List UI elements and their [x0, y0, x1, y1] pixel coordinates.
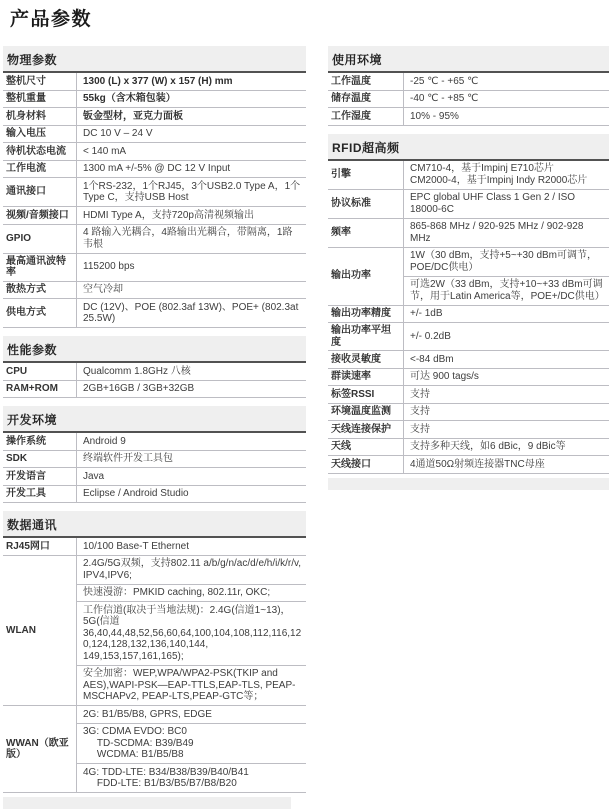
- spec-subcell: [77, 143, 306, 160]
- spec-row-value: [403, 91, 609, 108]
- section-header-dev-env: 开发环境: [3, 406, 306, 433]
- table-row: [3, 299, 306, 328]
- spec-subcell: [404, 219, 609, 247]
- spec-row-label: RJ45网口: [6, 540, 50, 552]
- spec-subcell: [404, 404, 609, 421]
- spec-subcell: [77, 108, 306, 125]
- spec-subcell: [77, 91, 306, 108]
- spec-row-label: 整机尺寸: [6, 75, 46, 87]
- spec-table-physical: [3, 73, 306, 328]
- table-row: [3, 126, 306, 144]
- spec-line: 可达 900 tags/s: [410, 371, 479, 382]
- spec-subcell: [77, 451, 306, 468]
- spec-line: Qualcomm 1.8GHz 八核: [83, 365, 191, 377]
- spec-line: DC (12V)、POE (802.3af 13W)、POE+ (802.3at 25.5W): [83, 301, 302, 324]
- spec-subcell: [404, 190, 609, 218]
- spec-subcell: [404, 328, 609, 345]
- spec-line: < 140 mA: [83, 145, 127, 157]
- spec-line: 支持: [410, 406, 430, 417]
- spec-subcell: [77, 178, 306, 206]
- spec-row-label: WLAN: [6, 624, 36, 636]
- spec-subcell: [77, 161, 306, 178]
- spec-row-value: [76, 108, 306, 125]
- spec-subcell: [404, 369, 609, 386]
- table-row: [3, 706, 306, 793]
- spec-row-label: 工作温度: [331, 75, 371, 87]
- spec-row-value: [403, 108, 609, 125]
- spec-row-value: [76, 91, 306, 108]
- spec-row-label: 储存温度: [331, 93, 371, 104]
- spec-row-value: [76, 363, 306, 380]
- spec-line: 可选2W（33 dBm，支持+10~+33 dBm可调节，用于Latin America等，POE+/DC供电）: [410, 279, 605, 302]
- spec-subcell: [404, 108, 609, 125]
- spec-subcell: [77, 282, 306, 299]
- spec-row-label: 整机重量: [6, 93, 46, 104]
- spec-row-value: [76, 126, 306, 143]
- spec-row-value: [403, 421, 609, 438]
- spec-row-value: [76, 254, 306, 281]
- spec-row-label: 机身材料: [6, 110, 46, 122]
- table-row: [3, 381, 306, 399]
- spec-row-value: [403, 456, 609, 473]
- spec-line: 工作信道(取决于当地法规)：2.4G(信道1~13)，5G(信道36,40,44,48,52,56,60,64,100,104,108,112,116,120,124,128,132,136,140,144,: [83, 604, 302, 650]
- table-row: [328, 108, 609, 126]
- spec-subcell: [77, 299, 306, 327]
- spec-row-label: 待机状态电流: [6, 145, 66, 157]
- spec-row-value: [403, 404, 609, 421]
- spec-line: 支持: [410, 423, 430, 435]
- spec-row-value: [76, 161, 306, 178]
- spec-line: 115200 bps: [83, 261, 135, 273]
- table-row: [328, 219, 609, 248]
- table-row: [328, 351, 609, 369]
- spec-row-label: 开发工具: [6, 488, 46, 499]
- spec-subcell: [77, 538, 306, 555]
- spec-line: 终端软件开发工具包: [83, 453, 173, 464]
- spec-subcell: [77, 468, 306, 485]
- table-row: [3, 282, 306, 300]
- spec-subcell: [77, 381, 306, 398]
- spec-table-environment: [328, 73, 609, 126]
- right-column: [328, 46, 609, 490]
- spec-row-value: [76, 538, 306, 555]
- spec-row-label: 工作湿度: [331, 110, 371, 122]
- spec-row-value: [403, 190, 609, 218]
- section-header-performance: 性能参数: [3, 336, 306, 363]
- spec-subcell: [404, 276, 609, 305]
- spec-row-label: 最高通讯波特率: [6, 255, 66, 278]
- table-row: [328, 73, 609, 91]
- spec-line: 1个RS-232，1个RJ45，3个USB2.0 Type A，1个Type C，支持USB Host: [83, 180, 301, 203]
- table-row: [3, 178, 306, 207]
- spec-row-value: [76, 381, 306, 398]
- spec-subcell: [404, 248, 609, 276]
- spec-line: Java: [83, 470, 105, 482]
- table-row: [3, 225, 306, 254]
- spec-line: 4G: TDD-LTE: B34/B38/B39/B40/B41: [83, 766, 249, 778]
- spec-subcell: [404, 91, 609, 108]
- spec-line: Android 9: [83, 435, 126, 447]
- spec-line: 10% - 95%: [410, 110, 459, 122]
- spec-subcell: [77, 665, 306, 706]
- spec-row-label: SDK: [6, 453, 28, 464]
- spec-table-rfid-uhf: [328, 161, 609, 474]
- table-row: [3, 143, 306, 161]
- spec-line: 安全加密：WEP,WPA/WPA2-PSK(TKIP and AES),WAPI-PSK—EAP-TTLS,EAP-TLS, PEAP-MSCHAPv2, PEAP-LTS,PEAP-GTC等；: [83, 668, 296, 702]
- table-row: [328, 161, 609, 190]
- table-row: [3, 363, 306, 381]
- spec-subcell: [77, 486, 306, 503]
- spec-row-value: [76, 207, 306, 224]
- spec-line: 4 路输入光耦合，4路输出光耦合，带隔离，1路韦根: [83, 227, 293, 250]
- table-row: [3, 108, 306, 126]
- spec-row-label: 环境温度监测: [331, 406, 391, 417]
- spec-line: 支持多种天线，如6 dBic，9 dBic等: [410, 441, 566, 452]
- spec-row-value: [403, 439, 609, 456]
- left-column: [3, 46, 306, 809]
- spec-subcell: [404, 161, 609, 189]
- spec-subcell: [404, 439, 609, 456]
- spec-row-value: [76, 556, 306, 706]
- section-end-bar: [328, 478, 609, 490]
- spec-subcell: [404, 306, 609, 323]
- spec-line: WCDMA: B1/B5/B8: [83, 749, 184, 760]
- table-row: [328, 248, 609, 306]
- spec-line: TD-SCDMA: B39/B49: [83, 737, 194, 749]
- spec-subcell: [77, 259, 306, 276]
- table-row: [3, 538, 306, 556]
- spec-line: -25 ℃ - +65 ℃: [410, 75, 479, 87]
- spec-row-label: 供电方式: [6, 307, 46, 319]
- spec-row-label: 接收灵敏度: [331, 353, 381, 365]
- spec-row-label: 工作电流: [6, 163, 46, 174]
- spec-line: 空气冷却: [83, 284, 123, 295]
- spec-table-dev-env: [3, 433, 306, 503]
- spec-row-value: [403, 351, 609, 368]
- spec-subcell: [77, 73, 306, 90]
- table-row: [328, 91, 609, 109]
- spec-subcell: [77, 126, 306, 143]
- spec-row-label: WWAN（欧亚版）: [6, 737, 69, 760]
- spec-row-label: 天线: [331, 441, 351, 452]
- spec-subcell: [77, 207, 306, 224]
- spec-row-value: [76, 486, 306, 503]
- spec-subcell: [77, 433, 306, 450]
- spec-row-value: [403, 219, 609, 247]
- spec-row-value: [76, 282, 306, 299]
- spec-row-value: [76, 73, 306, 90]
- spec-row-value: [403, 323, 609, 350]
- spec-row-label: 标签RSSI: [331, 388, 375, 400]
- table-row: [328, 306, 609, 324]
- spec-line: 1W（30 dBm，支持+5~+30 dBm可调节，POE/DC供电）: [410, 250, 598, 273]
- spec-subcell: [404, 386, 609, 403]
- spec-row-value: [76, 143, 306, 160]
- spec-row-label: 群读速率: [331, 371, 371, 382]
- spec-row-label: 天线接口: [331, 458, 371, 470]
- spec-line: <-84 dBm: [410, 353, 454, 365]
- table-row: [328, 439, 609, 457]
- spec-subcell: [77, 363, 306, 380]
- spec-row-value: [76, 468, 306, 485]
- spec-subcell: [77, 601, 306, 665]
- spec-row-label: 频率: [331, 226, 351, 238]
- spec-line: HDMI Type A，支持720p高清视频输出: [83, 209, 254, 221]
- spec-row-label: 输出功率平坦度: [331, 325, 391, 348]
- table-row: [3, 486, 306, 504]
- spec-row-label: 操作系统: [6, 435, 46, 447]
- spec-line: DC 10 V – 24 V: [83, 128, 153, 139]
- spec-row-label: 协议标准: [331, 197, 371, 209]
- spec-line: +/- 1dB: [410, 308, 443, 319]
- table-row: [328, 190, 609, 219]
- spec-row-value: [76, 706, 306, 792]
- spec-subcell: [404, 351, 609, 368]
- spec-table-data-comm: [3, 538, 306, 793]
- spec-subcell: [77, 706, 306, 723]
- spec-line: 2.4G/5G双频，支持802.11 a/b/g/n/ac/d/e/h/i/k/r/v, IPV4,IPV6;: [83, 558, 304, 581]
- spec-row-value: [403, 73, 609, 90]
- spec-subcell: [77, 723, 306, 764]
- spec-line: 55kg（含木箱包装）: [83, 93, 176, 104]
- spec-row-value: [76, 299, 306, 327]
- spec-row-label: GPIO: [6, 232, 32, 244]
- spec-row-label: CPU: [6, 365, 28, 377]
- spec-line: 2G: B1/B5/B8, GPRS, EDGE: [83, 708, 212, 720]
- spec-line: 1300 mA +/-5% @ DC 12 V Input: [83, 163, 231, 174]
- table-row: [328, 404, 609, 422]
- spec-subcell: [404, 456, 609, 473]
- spec-row-label: 输出功率: [331, 270, 371, 282]
- table-row: [3, 207, 306, 225]
- spec-row-label: 输入电压: [6, 128, 46, 139]
- spec-row-label: 天线连接保护: [331, 423, 391, 435]
- table-row: [3, 468, 306, 486]
- section-header-rfid-uhf: RFID超高频: [328, 134, 609, 161]
- section-header-data-comm: 数据通讯: [3, 511, 306, 538]
- table-row: [328, 421, 609, 439]
- spec-line: -40 ℃ - +85 ℃: [410, 93, 479, 104]
- spec-line: 4通道50Ω射频连接器TNC母座: [410, 458, 545, 470]
- spec-line: 1300 (L) x 377 (W) x 157 (H) mm: [83, 75, 233, 87]
- table-row: [328, 456, 609, 474]
- spec-row-label: 视频/音频接口: [6, 209, 69, 221]
- spec-line: 10/100 Base-T Ethernet: [83, 540, 189, 552]
- spec-subcell: [77, 225, 306, 253]
- table-row: [328, 386, 609, 404]
- table-row: [3, 91, 306, 109]
- table-row: [3, 556, 306, 707]
- spec-subcell: [77, 556, 306, 584]
- spec-row-value: [76, 433, 306, 450]
- spec-line: +/- 0.2dB: [410, 330, 451, 342]
- spec-subcell: [404, 73, 609, 90]
- table-row: [3, 451, 306, 469]
- spec-row-value: [76, 225, 306, 253]
- spec-row-label: 通讯接口: [6, 186, 46, 198]
- spec-row-value: [403, 161, 609, 189]
- table-row: [328, 369, 609, 387]
- table-row: [328, 323, 609, 351]
- spec-row-label: 引擎: [331, 168, 351, 180]
- spec-subcell: [404, 421, 609, 438]
- spec-row-label: 散热方式: [6, 284, 46, 295]
- spec-line: EPC global UHF Class 1 Gen 2 / ISO 18000-6C: [410, 192, 578, 215]
- spec-row-label: 输出功率精度: [331, 308, 391, 319]
- spec-row-value: [403, 386, 609, 403]
- spec-line: CM2000-4，基于Impinj Indy R2000芯片: [410, 174, 588, 186]
- table-row: [3, 433, 306, 451]
- page-title: 产品参数: [10, 9, 93, 30]
- spec-line: CM710-4，基于Impinj E710芯片: [410, 163, 554, 174]
- spec-table-performance: [3, 363, 306, 398]
- spec-line: 支持: [410, 388, 430, 400]
- section-end-bar: [3, 797, 291, 809]
- spec-row-value: [403, 248, 609, 305]
- spec-row-label: RAM+ROM: [6, 383, 58, 394]
- spec-line: Eclipse / Android Studio: [83, 488, 189, 499]
- spec-row-value: [403, 369, 609, 386]
- spec-line: 149,153,157,161,165);: [83, 650, 184, 662]
- spec-line: 3G: CDMA EVDO: BC0: [83, 726, 187, 737]
- table-row: [3, 73, 306, 91]
- spec-row-label: 开发语言: [6, 470, 46, 482]
- section-header-physical: 物理参数: [3, 46, 306, 73]
- spec-line: 快速漫游：PMKID caching, 802.11r, OKC;: [83, 587, 271, 598]
- spec-line: FDD-LTE: B1/B3/B5/B7/B8/B20: [83, 778, 237, 789]
- table-row: [3, 254, 306, 282]
- spec-subcell: [77, 584, 306, 602]
- spec-row-value: [76, 451, 306, 468]
- spec-row-value: [76, 178, 306, 206]
- spec-line: 2GB+16GB / 3GB+32GB: [83, 383, 195, 394]
- table-row: [3, 161, 306, 179]
- section-header-environment: 使用环境: [328, 46, 609, 73]
- spec-row-value: [403, 306, 609, 323]
- spec-line: 钣金型材，亚克力面板: [83, 110, 183, 122]
- spec-subcell: [77, 763, 306, 792]
- spec-line: 865-868 MHz / 920-925 MHz / 902-928 MHz: [410, 221, 587, 244]
